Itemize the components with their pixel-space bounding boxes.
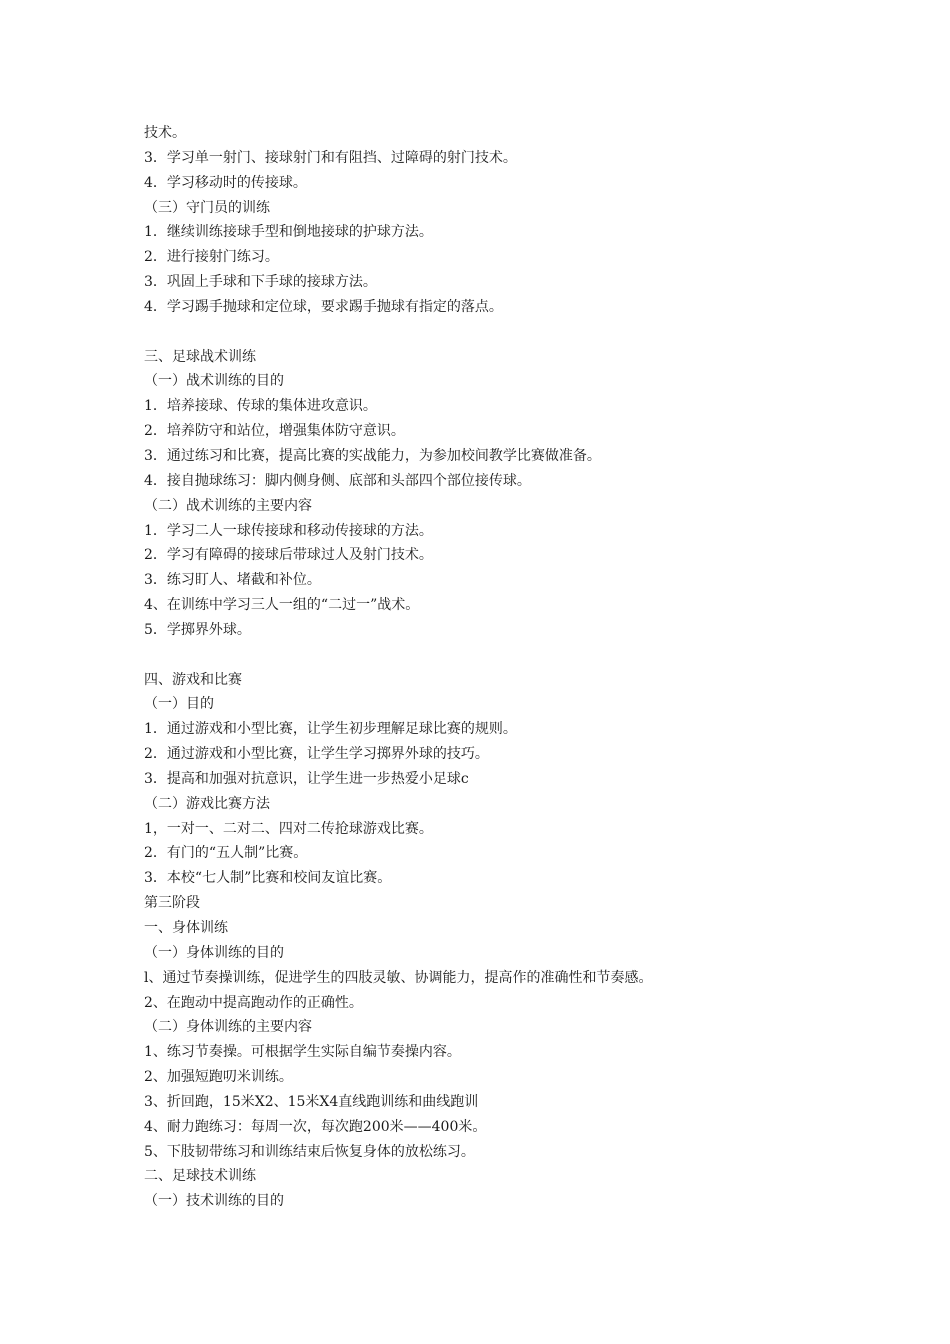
- text-line: 技术。: [144, 125, 186, 141]
- text-line: 3、折回跑，15米X2、15米X4直线跑训练和曲线跑训: [144, 1093, 479, 1110]
- section-heading: （二）身体训练的主要内容: [144, 1019, 312, 1036]
- section-heading: 一、身体训练: [144, 920, 228, 936]
- text-line: 2．有门的“五人制”比赛。: [144, 845, 308, 862]
- text-line: 1，一对一、二对二、四对二传抢球游戏比赛。: [144, 820, 433, 837]
- section-heading: （三）守门员的训练: [144, 199, 270, 216]
- text-line: 2．通过游戏和小型比赛，让学生学习掷界外球的技巧。: [144, 746, 489, 763]
- text-line: 4、耐力跑练习：每周一次，每次跑200米——400米。: [144, 1118, 487, 1135]
- blank-line: [144, 320, 844, 345]
- text-line: 1．培养接球、传球的集体进攻意识。: [144, 398, 377, 415]
- text-line: 4．接自抛球练习：脚内侧身侧、底部和头部四个部位接传球。: [144, 472, 531, 489]
- text-line: 3．本校“七人制”比赛和校间友谊比赛。: [144, 870, 392, 887]
- document-body: [144, 121, 844, 1214]
- text-line: 3．学习单一射门、接球射门和有阻挡、过障碍的射门技术。: [144, 149, 517, 166]
- section-heading: （一）技术训练的目的: [144, 1193, 284, 1210]
- section-heading: 四、游戏和比赛: [144, 671, 242, 688]
- text-line: 4、在训练中学习三人一组的“二过一”战术。: [144, 597, 420, 614]
- text-line: 5．学掷界外球。: [144, 621, 251, 638]
- text-line: 3．练习盯人、堵截和补位。: [144, 572, 321, 589]
- text-line: 2．培养防守和站位，增强集体防守意识。: [144, 423, 405, 440]
- text-line: 1．继续训练接球手型和倒地接球的护球方法。: [144, 224, 433, 241]
- text-line: 3．巩固上手球和下手球的接球方法。: [144, 274, 377, 291]
- text-line: l、通过节奏操训练，促进学生的四肢灵敏、协调能力，提高作的准确性和节奏感。: [144, 969, 653, 986]
- text-line: 3．通过练习和比赛，提高比赛的实战能力，为参加校间教学比赛做准备。: [144, 447, 601, 464]
- section-heading: 二、足球技术训练: [144, 1168, 256, 1185]
- section-heading: （一）目的: [144, 696, 214, 713]
- text-line: 2．学习有障碍的接球后带球过人及射门技术。: [144, 547, 433, 564]
- blank-line: [144, 643, 844, 668]
- text-line: 1、练习节奏操。可根据学生实际自编节奏操内容。: [144, 1044, 461, 1061]
- section-heading: （二）游戏比赛方法: [144, 795, 270, 812]
- section-heading: （一）身体训练的目的: [144, 944, 284, 961]
- text-line: 3．提高和加强对抗意识，让学生进一步热爱小足球c: [144, 770, 469, 787]
- stage-heading: 第三阶段: [144, 895, 200, 912]
- text-line: 2、加强短跑叨米训练。: [144, 1069, 293, 1086]
- text-line: 4．学习移动时的传接球。: [144, 174, 307, 191]
- text-line: 4．学习踢手抛球和定位球，要求踢手抛球有指定的落点。: [144, 298, 503, 315]
- section-heading: （二）战术训练的主要内容: [144, 497, 312, 514]
- text-line: 5、下肢韧带练习和训练结束后恢复身体的放松练习。: [144, 1143, 475, 1160]
- text-line: 1．学习二人一球传接球和移动传接球的方法。: [144, 522, 433, 539]
- text-line: 2、在跑动中提高跑动作的正确性。: [144, 994, 363, 1011]
- section-heading: （一）战术训练的目的: [144, 373, 284, 390]
- text-line: 1．通过游戏和小型比赛，让学生初步理解足球比赛的规则。: [144, 721, 517, 738]
- section-heading: 三、足球战术训练: [144, 348, 256, 365]
- text-line: 2．进行接射门练习。: [144, 249, 279, 266]
